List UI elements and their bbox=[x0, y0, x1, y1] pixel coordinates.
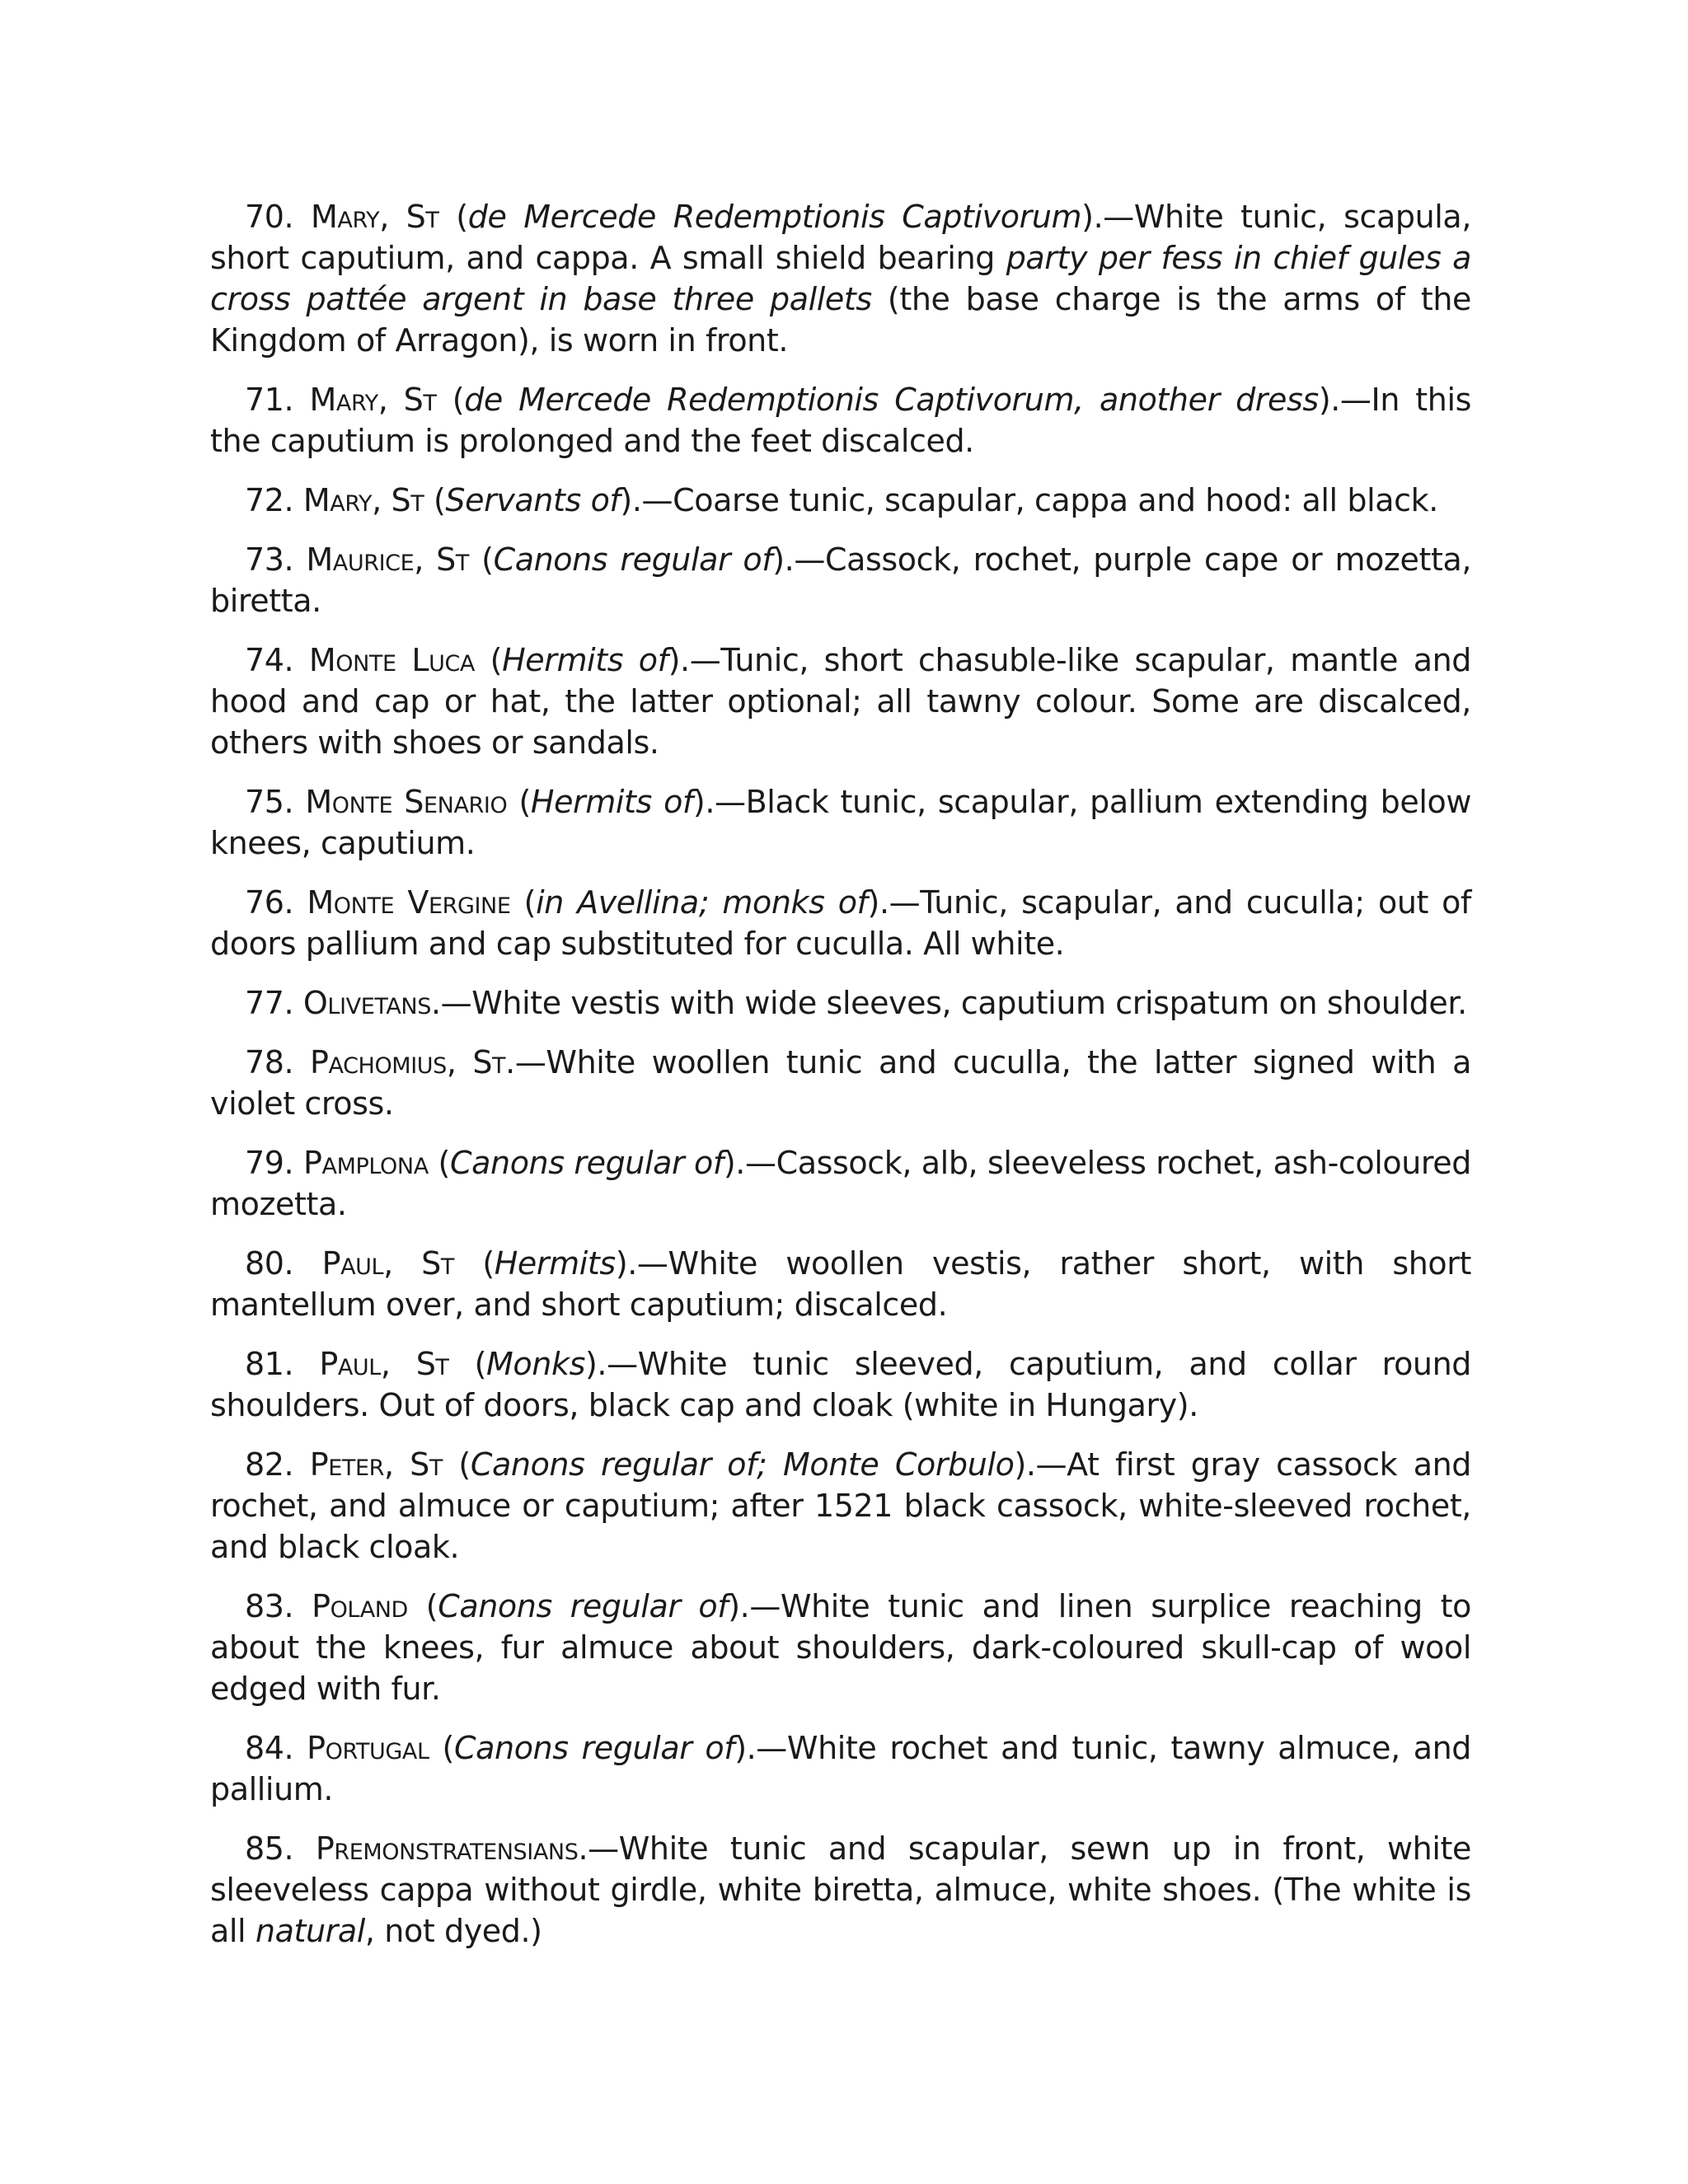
entry-number: 73. bbox=[245, 541, 294, 578]
entry-italic-text: Canons regular of bbox=[449, 1145, 724, 1181]
entry-italic-text: Canons regular of bbox=[438, 1588, 729, 1624]
entry-italic-text: in Avellina; monks of bbox=[536, 884, 868, 921]
entry-text: ).—White woollen vestis, rather short, with short mantellum over, and short caputium; discalced. bbox=[210, 1245, 1472, 1323]
entry-text: ).—Cassock, rochet, purple cape or mozetta, biretta. bbox=[210, 541, 1472, 619]
entry-number: 71. bbox=[245, 382, 294, 418]
entry-73 bbox=[210, 539, 1471, 621]
entry-81 bbox=[210, 1343, 1471, 1426]
entry-text: .—White vestis with wide sleeves, caputium crispatum on shoulder. bbox=[430, 985, 1467, 1021]
entry-number: 74. bbox=[245, 642, 294, 678]
entry-74 bbox=[210, 640, 1471, 763]
entry-72 bbox=[210, 480, 1471, 521]
entry-text: ).—Tunic, short chasuble-like scapular, mantle and hood and cap or hat, the latter optional; all tawny colour. Some are discalced, others with shoes or sandals. bbox=[210, 642, 1472, 761]
entry-84 bbox=[210, 1727, 1471, 1810]
entry-italic-text: Hermits of bbox=[530, 784, 693, 820]
entry-number: 77. bbox=[245, 985, 294, 1021]
document-page bbox=[210, 196, 1471, 1970]
entry-text: ).—White tunic and linen surplice reaching to about the knees, fur almuce about shoulders, dark-coloured skull-cap of wool edged with fur. bbox=[210, 1588, 1471, 1707]
entry-text: ).—In this the caputium is prolonged and the feet discalced. bbox=[210, 382, 1472, 459]
entry-italic-text: natural bbox=[255, 1913, 365, 1949]
entry-heading: St bbox=[403, 382, 437, 418]
entry-number: 80. bbox=[245, 1245, 294, 1282]
entry-text: ( bbox=[438, 199, 468, 235]
entry-text: ( bbox=[510, 884, 537, 921]
entry-85 bbox=[210, 1828, 1471, 1952]
entry-text: ( bbox=[474, 642, 503, 678]
entry-77 bbox=[210, 982, 1471, 1024]
entry-text: , bbox=[446, 1044, 473, 1080]
entry-heading: St bbox=[421, 1245, 454, 1282]
entry-italic-text: Hermits of bbox=[502, 642, 668, 678]
entry-text: ).—White rochet and tunic, tawny almuce, and pallium. bbox=[210, 1730, 1471, 1807]
entry-text: ( bbox=[429, 1730, 454, 1766]
entry-number: 84. bbox=[245, 1730, 294, 1766]
entry-text: , bbox=[384, 1446, 410, 1483]
entry-text: ( bbox=[507, 784, 531, 820]
entry-number: 72. bbox=[245, 482, 294, 518]
entry-heading: St bbox=[436, 541, 469, 578]
entry-italic-text: Canons regular of; Monte Corbulo bbox=[470, 1446, 1015, 1483]
entry-text: ( bbox=[407, 1588, 438, 1624]
entry-heading: Monte Luca bbox=[308, 642, 475, 678]
entry-text: .—White woollen tunic and cuculla, the latter signed with a violet cross. bbox=[210, 1044, 1471, 1122]
entry-italic-text: Hermits bbox=[494, 1245, 616, 1282]
entry-text: ).—White tunic, scapula, short caputium, and cappa. A small shield bearing bbox=[210, 199, 1471, 276]
entry-text: ( bbox=[436, 382, 465, 418]
entry-text: ( bbox=[442, 1446, 471, 1483]
entry-heading: Portugal bbox=[307, 1730, 429, 1766]
entry-number: 76. bbox=[245, 884, 294, 921]
entry-italic-text: Monks bbox=[486, 1346, 585, 1382]
entry-number: 78. bbox=[245, 1044, 294, 1080]
entry-text: , bbox=[379, 199, 406, 235]
entry-number: 83. bbox=[245, 1588, 294, 1624]
entry-text: , bbox=[380, 1346, 416, 1382]
entry-79 bbox=[210, 1142, 1471, 1225]
entry-number: 85. bbox=[245, 1830, 294, 1867]
entry-number: 81. bbox=[245, 1346, 294, 1382]
entry-heading: Paul bbox=[321, 1245, 384, 1282]
entry-heading: Premonstratensians bbox=[315, 1830, 579, 1867]
entry-number: 75. bbox=[245, 784, 294, 820]
entry-heading: St bbox=[391, 482, 424, 518]
entry-76 bbox=[210, 882, 1471, 964]
entry-75 bbox=[210, 781, 1471, 864]
entry-78 bbox=[210, 1042, 1471, 1124]
entry-text: (the base charge is the arms of the Kingdom of Arragon), is worn in front. bbox=[210, 281, 1471, 359]
entry-heading: Peter bbox=[309, 1446, 384, 1483]
entry-italic-text: de Mercede Redemptionis Captivorum, another dress bbox=[464, 382, 1319, 418]
entry-text: ).—White tunic sleeved, caputium, and collar round shoulders. Out of doors, black cap and cloak (white in Hungary). bbox=[210, 1346, 1472, 1423]
entry-text: ( bbox=[448, 1346, 487, 1382]
entry-italic-text: Servants of bbox=[445, 482, 621, 518]
entry-heading: Paul bbox=[319, 1346, 381, 1382]
entry-text: ( bbox=[454, 1245, 495, 1282]
entry-heading: Mary bbox=[311, 199, 380, 235]
entry-heading: Mary bbox=[309, 382, 378, 418]
entry-text: ( bbox=[428, 1145, 450, 1181]
entry-heading: Poland bbox=[312, 1588, 408, 1624]
entry-italic-text: Canons regular of bbox=[493, 541, 773, 578]
entry-heading: St bbox=[410, 1446, 443, 1483]
entry-heading: Mary bbox=[302, 482, 373, 518]
entry-text: ).—Tunic, scapular, and cuculla; out of doors pallium and cap substituted for cuculla. All white. bbox=[210, 884, 1472, 962]
entry-text: ).—Coarse tunic, scapular, cappa and hood: all black. bbox=[620, 482, 1438, 518]
entry-82 bbox=[210, 1444, 1471, 1568]
entry-text: .—White tunic and scapular, sewn up in front, white sleeveless cappa without girdle, white biretta, almuce, white shoes. (The white is all bbox=[210, 1830, 1471, 1949]
entry-number: 79. bbox=[245, 1145, 294, 1181]
entry-heading: St bbox=[415, 1346, 449, 1382]
entry-text: , bbox=[383, 1245, 422, 1282]
entry-text: ( bbox=[424, 482, 446, 518]
entry-text: , bbox=[414, 541, 437, 578]
entry-text: ).—At first gray cassock and rochet, and almuce or caputium; after 1521 black cassock, white-sleeved rochet, and black cloak. bbox=[210, 1446, 1472, 1565]
entry-text: , bbox=[372, 482, 392, 518]
entry-italic-text: party per fess in chief gules a cross pattée argent in base three pallets bbox=[210, 240, 1471, 317]
entry-83 bbox=[210, 1586, 1471, 1709]
entry-70 bbox=[210, 196, 1471, 361]
entry-text: ).—Cassock, alb, sleeveless rochet, ash-coloured mozetta. bbox=[210, 1145, 1472, 1222]
entry-text: , bbox=[377, 382, 404, 418]
entry-text: ).—Black tunic, scapular, pallium extending below knees, caputium. bbox=[210, 784, 1472, 861]
entry-italic-text: Canons regular of bbox=[453, 1730, 735, 1766]
entry-71 bbox=[210, 379, 1471, 462]
entry-text: ( bbox=[468, 541, 494, 578]
entry-text: , not dyed.) bbox=[364, 1913, 542, 1949]
entry-heading: Pamplona bbox=[303, 1145, 429, 1181]
entry-heading: Monte Vergine bbox=[307, 884, 511, 921]
entry-heading: Pachomius bbox=[309, 1044, 447, 1080]
entry-heading: St bbox=[472, 1044, 506, 1080]
entry-heading: Monte Senario bbox=[305, 784, 508, 820]
entry-80 bbox=[210, 1243, 1471, 1325]
entry-italic-text: de Mercede Redemptionis Captivorum bbox=[467, 199, 1082, 235]
entry-number: 70. bbox=[245, 199, 294, 235]
entry-number: 82. bbox=[245, 1446, 294, 1483]
entry-heading: Olivetans bbox=[302, 985, 431, 1021]
entry-heading: Maurice bbox=[306, 541, 415, 578]
entry-heading: St bbox=[406, 199, 439, 235]
